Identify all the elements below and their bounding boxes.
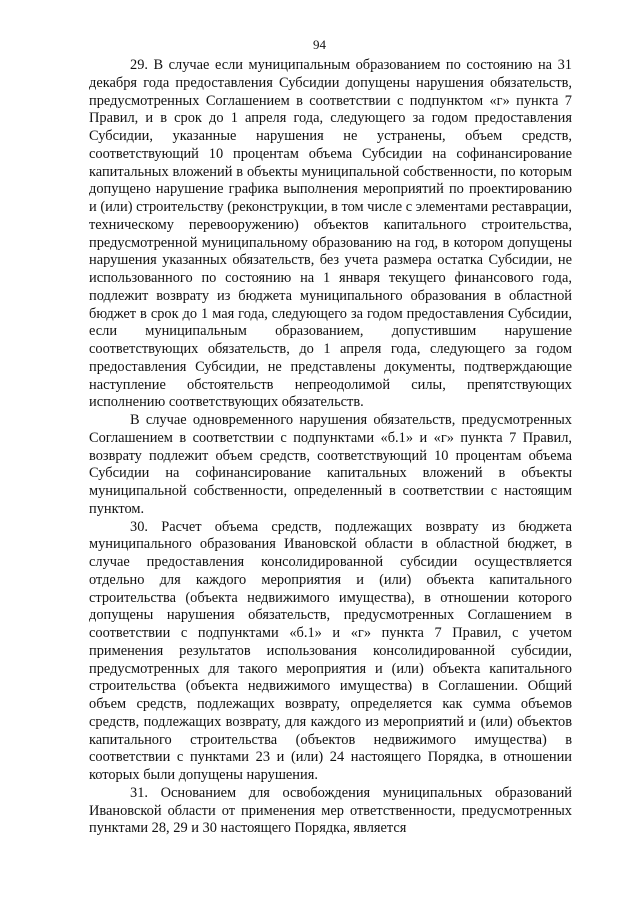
document-body xyxy=(89,57,572,838)
paragraph-31: 31. Основанием для освобождения муниципальных образований Ивановской области от применения мер ответственности, предусмотренных пунктами 28, 29 и 30 настоящего Порядка, является xyxy=(89,784,572,837)
paragraph-29-continuation: В случае одновременного нарушения обязательств, предусмотренных Соглашением в соответствии с подпунктами «б.1» и «г» пункта 7 Правил, возврату подлежит объем средств, соответствующий 10 процентам объема Субсидии на софинансирование капитальных вложений в объекты муниципальной собственности, определенный в соответствии с настоящим пунктом. xyxy=(89,412,572,517)
page-number: 94 xyxy=(313,37,326,52)
paragraph-30: 30. Расчет объема средств, подлежащих возврату из бюджета муниципального образования Ивановской области в областной бюджет, в случае предоставления консолидированной субсидии осуществляется отдельно для каждого мероприятия и (или) объекта капитального строительства (объекта недвижимого имущества), в отношении которого допущены нарушения обязательств, предусмотренных Соглашением в соответствии с подпунктами «б.1» и «г» пункта 7 Правил, с учетом применения результатов использования консолидированной субсидии, предусмотренных для такого мероприятия и (или) объекта капитального строительства (объекта недвижимого имущества) в Соглашении. Общий объем средств, подлежащих возврату, определяется как сумма объемов средств, подлежащих возврату, для каждого из мероприятий и (или) объектов капитального строительства (объектов недвижимого имущества) в соответствии с пунктами 23 и (или) 24 настоящего Порядка, в отношении которых были допущены нарушения. xyxy=(89,518,572,783)
paragraph-29: 29. В случае если муниципальным образованием по состоянию на 31 декабря года предоставления Субсидии допущены нарушения обязательств, предусмотренных Соглашением в соответствии с подпунктом «г» пункта 7 Правил, и в срок до 1 апреля года, следующего за годом предоставления Субсидии, указанные нарушения не устранены, объем средств, соответствующий 10 процентам объема Субсидии на софинансирование капитальных вложений в объекты муниципальной собственности, по которым допущено нарушение графика выполнения мероприятий по проектированию и (или) строительству (реконструкции, в том числе с элементами реставрации, техническому перевооружению) объектов капитального строительства, предусмотренной муниципальному образованию на год, в котором допущены нарушения указанных обязательств, без учета размера остатка Субсидии, не использованного по состоянию на 1 января текущего финансового года, подлежит возврату из бюджета муниципального образования в областной бюджет в срок до 1 мая года, следующего за годом предоставления Субсидии, если муниципальным образованием, допустившим нарушение соответствующих обязательств, до 1 апреля года, следующего за годом предоставления Субсидии, не представлены документы, подтверждающие наступление обстоятельств непреодолимой силы, препятствующих исполнению соответствующих обязательств. xyxy=(89,57,572,411)
